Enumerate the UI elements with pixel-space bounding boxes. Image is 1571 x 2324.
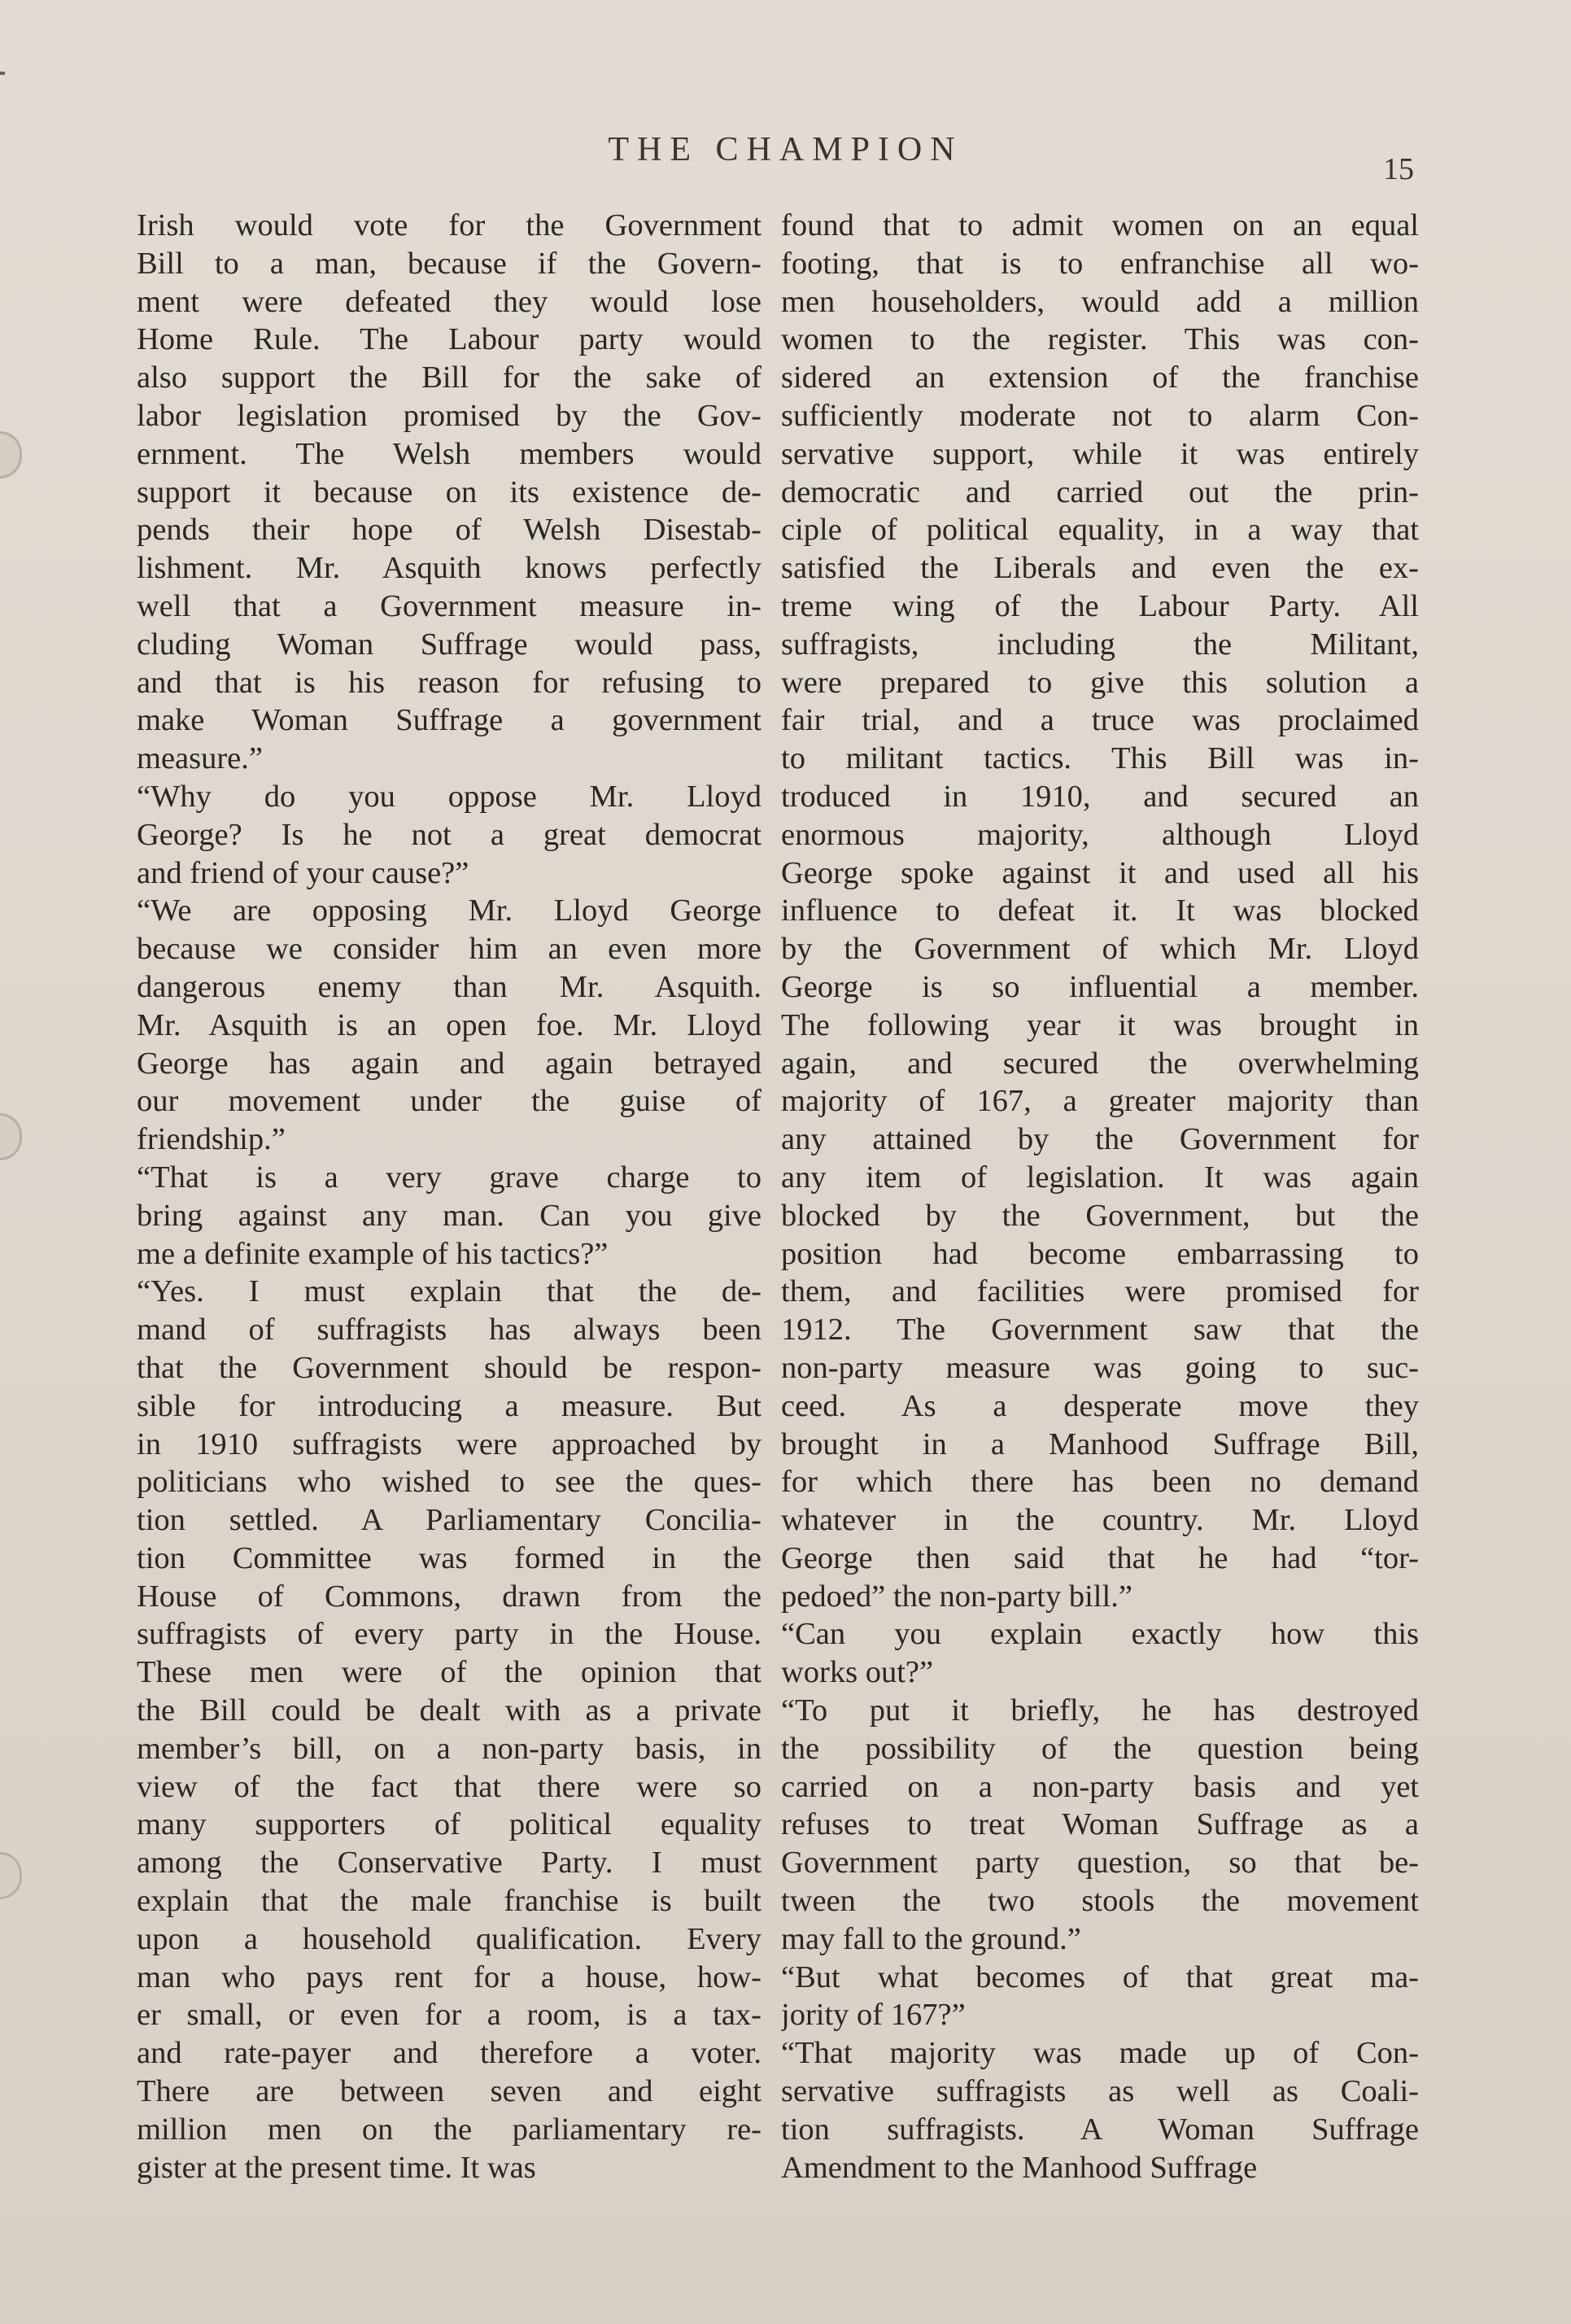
text-line: any attained by the Government for [781,1122,1419,1157]
text-line: Irish would vote for the Government [137,208,761,242]
text-line: lishment. Mr. Asquith knows perfectly [137,551,761,586]
text-line: for which there has been no demand [781,1465,1419,1500]
text-line: were prepared to give this solution a [781,665,1419,700]
text-line: pedoed” the non-party bill.” [781,1579,1132,1614]
text-line: George is so influential a member. [781,969,1419,1004]
text-line: friendship.” [137,1122,286,1157]
text-line: “Why do you oppose Mr. Lloyd [137,779,761,814]
text-line: The following year it was brought in [781,1007,1419,1042]
text-line: Government party question, so that be- [781,1846,1419,1881]
text-line: “That is a very grave charge to [137,1160,761,1195]
text-line: sidered an extension of the franchise [781,360,1419,395]
text-line: non-party measure was going to suc- [781,1350,1419,1385]
text-line: view of the fact that there were so [137,1769,761,1804]
text-line: gister at the present time. It was [137,2150,536,2185]
text-line: “That majority was made up of Con- [781,2036,1419,2071]
text-line: may fall to the ground.” [781,1921,1081,1956]
text-line: jority of 167?” [781,1998,966,2033]
text-line: and friend of your cause?” [137,855,469,890]
text-line: well that a Government measure in- [137,588,761,623]
text-line: works out?” [781,1655,934,1690]
text-line: many supporters of political equality [137,1807,761,1842]
text-line: them, and facilities were promised for [781,1274,1419,1309]
text-line: any item of legislation. It was again [781,1160,1419,1195]
text-line: treme wing of the Labour Party. All [781,588,1419,623]
text-line: George has again and again betrayed [137,1046,761,1081]
text-line: troduced in 1910, and secured an [781,779,1419,814]
text-line: Amendment to the Manhood Suffrage [781,2150,1258,2185]
text-line: by the Government of which Mr. Lloyd [781,932,1419,967]
text-line: bring against any man. Can you give [137,1198,761,1233]
text-line: ment were defeated they would lose [137,284,761,319]
text-line: House of Commons, drawn from the [137,1579,761,1614]
text-line: measure.” [137,741,263,776]
text-line: and that is his reason for refusing to [137,665,761,700]
running-title: THE CHAMPION [608,131,963,168]
left-text-column [137,207,761,2186]
text-line: tion suffragists. A Woman Suffrage [781,2112,1419,2147]
right-text-column [781,207,1419,2186]
text-line: 1912. The Government saw that the [781,1313,1419,1348]
text-line: cluding Woman Suffrage would pass, [137,627,761,662]
text-line: labor legislation promised by the Gov- [137,398,761,433]
text-line: “To put it briefly, he has destroyed [781,1693,1419,1728]
page-number: 15 [1383,152,1414,186]
text-line: support it because on its existence de- [137,474,761,509]
text-line: servative support, while it was entirely [781,436,1419,471]
text-line: me a definite example of his tactics?” [137,1236,609,1271]
text-line: “But what becomes of that great ma- [781,1959,1419,1994]
text-line: Bill to a man, because if the Govern- [137,246,761,281]
text-line: found that to admit women on an equal [781,208,1419,242]
edge-mark [0,72,5,75]
text-line: suffragists of every party in the House. [137,1617,761,1652]
text-line: Home Rule. The Labour party would [137,322,761,357]
text-line: upon a household qualification. Every [137,1921,761,1956]
text-line: man who pays rent for a house, how- [137,1959,761,1994]
text-line: in 1910 suffragists were approached by [137,1426,761,1461]
text-line: enormous majority, although Lloyd [781,817,1419,852]
text-line: explain that the male franchise is built [137,1884,761,1919]
text-line: because we consider him an even more [137,932,761,967]
text-line: women to the register. This was con- [781,322,1419,357]
text-line: democratic and carried out the prin- [781,474,1419,509]
text-line: to militant tactics. This Bill was in- [781,741,1419,776]
text-line: Mr. Asquith is an open foe. Mr. Lloyd [137,1007,761,1042]
text-line: tween the two stools the movement [781,1884,1419,1919]
text-line: majority of 167, a greater majority than [781,1084,1419,1119]
text-line: “We are opposing Mr. Lloyd George [137,893,761,928]
text-line: sufficiently moderate not to alarm Con- [781,398,1419,433]
text-line: ciple of political equality, in a way that [781,513,1419,548]
text-line: ernment. The Welsh members would [137,436,761,471]
text-line: mand of suffragists has always been [137,1313,761,1348]
text-line: blocked by the Government, but the [781,1198,1419,1233]
text-line: tion settled. A Parliamentary Concilia- [137,1503,761,1538]
text-line: politicians who wished to see the ques- [137,1465,761,1500]
text-line: that the Government should be respon- [137,1350,761,1385]
text-line: “Can you explain exactly how this [781,1617,1419,1652]
text-line: George? Is he not a great democrat [137,817,761,852]
text-line: million men on the parliamentary re- [137,2112,761,2147]
text-line: make Woman Suffrage a government [137,703,761,738]
text-line: whatever in the country. Mr. Lloyd [781,1503,1419,1538]
text-line: fair trial, and a truce was proclaimed [781,703,1419,738]
text-line: footing, that is to enfranchise all wo- [781,246,1419,281]
text-line: ceed. As a desperate move they [781,1388,1419,1423]
text-line: the possibility of the question being [781,1731,1419,1766]
text-line: again, and secured the overwhelming [781,1046,1419,1081]
punch-hole [0,1113,22,1160]
text-line: our movement under the guise of [137,1084,761,1119]
text-line: sible for introducing a measure. But [137,1388,761,1423]
text-line: servative suffragists as well as Coali- [781,2074,1419,2109]
text-line: “Yes. I must explain that the de- [137,1274,761,1309]
text-line: the Bill could be dealt with as a private [137,1693,761,1728]
text-line: brought in a Manhood Suffrage Bill, [781,1426,1419,1461]
punch-hole [0,431,22,478]
text-line: member’s bill, on a non-party basis, in [137,1731,761,1766]
text-line: carried on a non-party basis and yet [781,1769,1419,1804]
text-line: er small, or even for a room, is a tax- [137,1998,761,2033]
text-line: also support the Bill for the sake of [137,360,761,395]
text-line: refuses to treat Woman Suffrage as a [781,1807,1419,1842]
text-line: pends their hope of Welsh Disestab- [137,513,761,548]
text-line: suffragists, including the Militant, [781,627,1419,662]
text-line: These men were of the opinion that [137,1655,761,1690]
text-line: and rate-payer and therefore a voter. [137,2036,761,2071]
text-line: satisfied the Liberals and even the ex- [781,551,1419,586]
text-line: influence to defeat it. It was blocked [781,893,1419,928]
text-line: tion Committee was formed in the [137,1540,761,1575]
punch-hole [0,1852,22,1899]
text-line: dangerous enemy than Mr. Asquith. [137,969,761,1004]
text-line: George spoke against it and used all his [781,855,1419,890]
text-line: among the Conservative Party. I must [137,1846,761,1881]
text-line: There are between seven and eight [137,2074,761,2109]
text-line: men householders, would add a million [781,284,1419,319]
text-line: George then said that he had “tor- [781,1540,1419,1575]
text-line: position had become embarrassing to [781,1236,1419,1271]
